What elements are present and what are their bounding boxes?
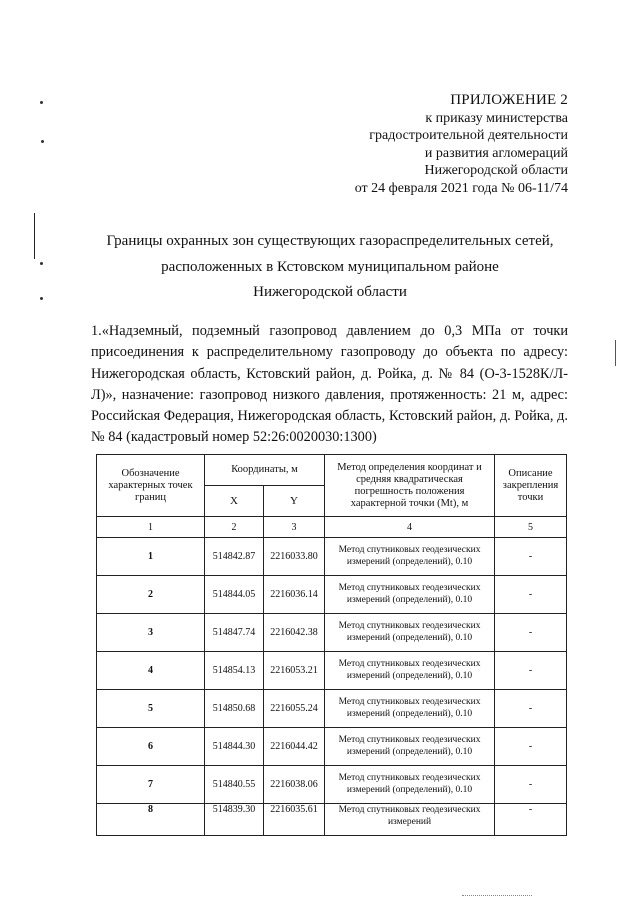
table-row (97, 576, 567, 614)
column-number: 3 (264, 517, 325, 538)
cell-description: - (495, 614, 567, 652)
title-line: Границы охранных зон существующих газораспределительных сетей, (106, 233, 554, 249)
appendix-block (308, 92, 568, 198)
cell-point: 6 (97, 728, 205, 766)
scan-mark (615, 340, 616, 366)
cell-description: - (495, 652, 567, 690)
scan-speck (41, 140, 44, 143)
table-row (97, 538, 567, 576)
cell-point: 7 (97, 766, 205, 804)
appendix-line: от 24 февраля 2021 года № 06-11/74 (354, 180, 568, 196)
scan-mark (34, 213, 35, 259)
cell-point: 1 (97, 538, 205, 576)
title-line: расположенных в Кстовском муниципальном районе (161, 258, 499, 275)
document-title (90, 229, 570, 306)
table-row (97, 690, 567, 728)
scan-speck (40, 101, 43, 104)
cell-y: 2216035.61 (264, 804, 325, 836)
header-coordinates: Координаты, м (205, 455, 325, 486)
appendix-line: Нижегородской области (424, 163, 568, 179)
cell-method: Метод спутниковых геодезических измерений (определений), 0.10 (325, 576, 495, 614)
cell-point: 2 (97, 576, 205, 614)
cell-method: Метод спутниковых геодезических измерений (определений), 0.10 (325, 538, 495, 576)
cell-description: - (495, 804, 567, 836)
header-method: Метод определения координат и средняя квадратическая погрешность положения характерной точки (Mt), м (325, 455, 495, 517)
cell-x: 514847.74 (205, 614, 264, 652)
object-description: 1.«Надземный, подземный газопровод давлением до 0,3 МПа от точки присоединения к распределительному газопроводу до объекта по адресу: Нижегородская область, Кстовский район, д. Ройка, д. № 84 (О-3-1528К/Л-Л)», назначение: газопровод низкого давления, протяженность: 21 м, адрес: Российская Федерация, Нижегородская область, Кстовский район, д. Ройка, д. № 84 (кадастровый номер 52:26:0020030:1300) (91, 323, 568, 446)
cell-method: Метод спутниковых геодезических измерений (определений), 0.10 (325, 766, 495, 804)
table-header-row (97, 455, 567, 486)
cell-x: 514844.30 (205, 728, 264, 766)
cell-point: 4 (97, 652, 205, 690)
cell-method: Метод спутниковых геодезических измерений (325, 804, 495, 836)
cell-method: Метод спутниковых геодезических измерений (определений), 0.10 (325, 728, 495, 766)
cell-y: 2216033.80 (264, 538, 325, 576)
cell-y: 2216036.14 (264, 576, 325, 614)
appendix-line: к приказу министерства (425, 110, 568, 126)
table-column-numbers (97, 517, 567, 538)
scan-speck (40, 262, 43, 265)
cell-method: Метод спутниковых геодезических измерений (определений), 0.10 (325, 690, 495, 728)
cell-description: - (495, 690, 567, 728)
cell-y: 2216038.06 (264, 766, 325, 804)
title-line: Нижегородской области (253, 284, 407, 300)
cell-description: - (495, 728, 567, 766)
scan-mark (462, 895, 532, 897)
header-point-designation: Обозначение характерных точек границ (97, 455, 205, 517)
cell-description: - (495, 538, 567, 576)
table-row (97, 766, 567, 804)
cell-x: 514842.87 (205, 538, 264, 576)
cell-x: 514850.68 (205, 690, 264, 728)
table-row (97, 652, 567, 690)
cell-description: - (495, 766, 567, 804)
cell-y: 2216044.42 (264, 728, 325, 766)
table-row (97, 804, 567, 836)
appendix-line: и развития агломераций (424, 145, 568, 161)
cell-x: 514839.30 (205, 804, 264, 836)
cell-method: Метод спутниковых геодезических измерений (определений), 0.10 (325, 652, 495, 690)
cell-method: Метод спутниковых геодезических измерений (определений), 0.10 (325, 614, 495, 652)
cell-y: 2216042.38 (264, 614, 325, 652)
table-row (97, 728, 567, 766)
column-number: 1 (97, 517, 205, 538)
cell-point: 3 (97, 614, 205, 652)
cell-description: - (495, 576, 567, 614)
appendix-heading: ПРИЛОЖЕНИЕ 2 (450, 92, 568, 108)
appendix-line: градостроительной деятельности (369, 128, 568, 144)
cell-x: 514844.05 (205, 576, 264, 614)
header-description: Описание закрепления точки (495, 455, 567, 517)
cell-y: 2216055.24 (264, 690, 325, 728)
header-y: Y (264, 486, 325, 517)
cell-y: 2216053.21 (264, 652, 325, 690)
cell-x: 514854.13 (205, 652, 264, 690)
cell-point: 8 (97, 804, 205, 836)
column-number: 5 (495, 517, 567, 538)
header-x: X (205, 486, 264, 517)
scan-speck (40, 297, 43, 300)
column-number: 2 (205, 517, 264, 538)
table-row (97, 614, 567, 652)
cell-point: 5 (97, 690, 205, 728)
cell-x: 514840.55 (205, 766, 264, 804)
coordinates-table (96, 454, 567, 836)
column-number: 4 (325, 517, 495, 538)
